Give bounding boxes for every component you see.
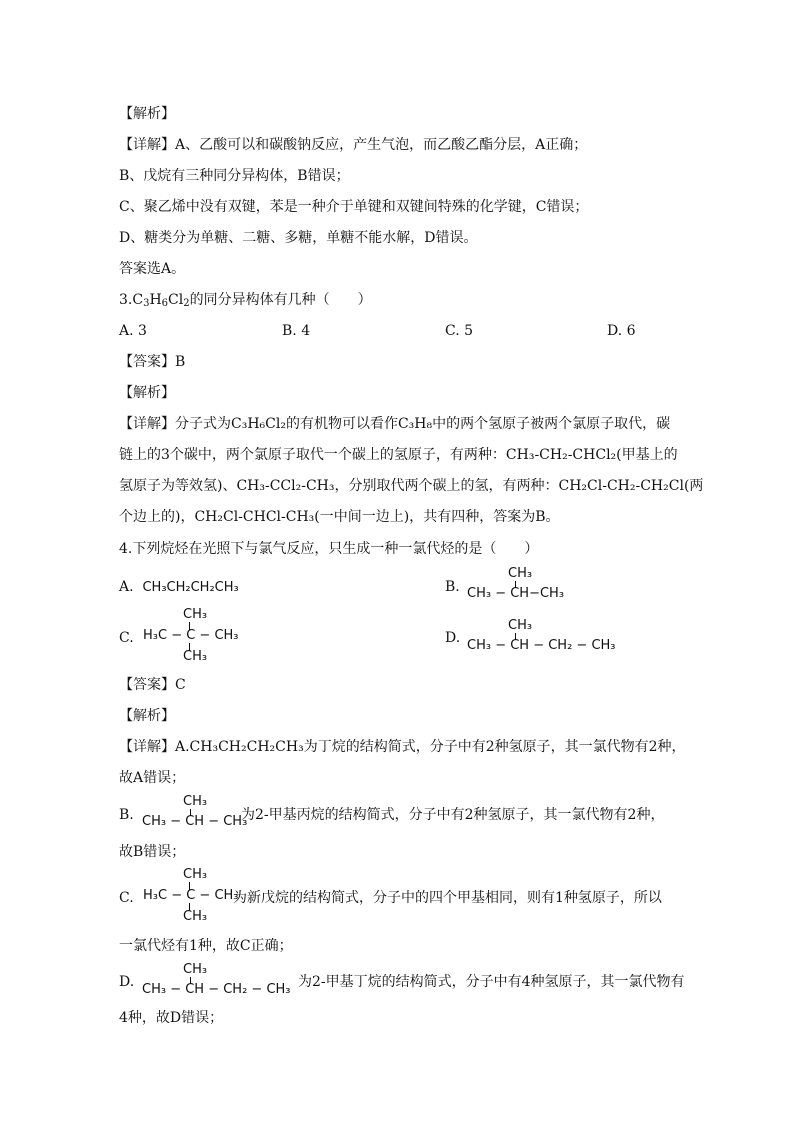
explanation-line: 一氯代烃有1种，故C正确； bbox=[119, 938, 293, 954]
isopentane-structure: CH₃ CH₃ − CH − CH₂ − CH₃ bbox=[467, 618, 616, 653]
answer-line: 【答案】B bbox=[119, 354, 186, 370]
section-heading: 【解析】 bbox=[119, 708, 175, 724]
isopentane-structure-inline: CH₃ CH₃ − CH − CH₂ − CH₃ bbox=[142, 962, 291, 997]
option-b-label[interactable]: B. bbox=[445, 579, 460, 595]
explanation-line: B、戊烷有三种同分异构体，B错误； bbox=[119, 168, 350, 184]
explanation-line: 故A错误； bbox=[119, 770, 186, 786]
option-d-label[interactable]: D. bbox=[445, 630, 461, 646]
isobutane-structure: CH₃ CH₃ − CH−CH₃ bbox=[467, 566, 565, 601]
option-d[interactable]: D. 6 bbox=[607, 323, 636, 339]
option-c-label[interactable]: C. bbox=[119, 630, 134, 646]
explanation-b-label: B. bbox=[119, 807, 134, 823]
explanation-c-label: C. bbox=[119, 890, 134, 906]
explanation-line: 链上的3个碳中，两个氯原子取代一个碳上的氢原子，有两种：CH₃-CH₂-CHCl₂(甲基上的 bbox=[119, 447, 678, 463]
question-4-stem: 4.下列烷烃在光照下与氯气反应，只生成一种一氯代烃的是（ ） bbox=[119, 541, 539, 557]
option-a[interactable]: A. 3 bbox=[119, 323, 147, 339]
explanation-line: 为新戊烷的结构简式，分子中的四个甲基相同，则有1种氢原子，所以 bbox=[233, 890, 662, 906]
isobutane-structure-inline: CH₃ CH₃ − CH − CH₃ bbox=[142, 794, 248, 829]
explanation-line: 为2-甲基丙烷的结构简式，分子中有2种氢原子，其一氯代物有2种， bbox=[241, 807, 665, 823]
option-c[interactable]: C. 5 bbox=[445, 323, 474, 339]
explanation-line: 个边上的)，CH₂Cl-CHCl-CH₃(一中间一边上)，共有四种，答案为B。 bbox=[119, 509, 560, 525]
section-heading: 【解析】 bbox=[119, 106, 175, 122]
neopentane-structure: CH₃ H₃C − C − CH₃ CH₃ bbox=[143, 607, 239, 664]
answer-line: 答案选A。 bbox=[119, 261, 186, 277]
neopentane-structure-inline: CH₃ H₃C − C − CH₃ CH₃ bbox=[143, 867, 239, 924]
explanation-line: 【详解】分子式为C₃H₆Cl₂的有机物可以看作C₃H₈中的两个氢原子被两个氯原子取代，碳 bbox=[119, 416, 671, 432]
butane-formula: CH₃CH₂CH₂CH₃ bbox=[142, 580, 239, 595]
question-3-stem: $3.C_3H_6Cl_2$的同分异构体有几种（ ） bbox=[119, 292, 372, 309]
option-a[interactable]: A. CH₃CH₂CH₂CH₃ bbox=[119, 579, 239, 595]
explanation-line: 【详解】A.CH₃CH₂CH₂CH₃为丁烷的结构简式，分子中有2种氢原子，其一氯代物有2种， bbox=[119, 739, 686, 755]
explanation-line: 【详解】A、乙酸可以和碳酸钠反应，产生气泡，而乙酸乙酯分层，A正确； bbox=[119, 137, 588, 153]
section-heading: 【解析】 bbox=[119, 385, 175, 401]
explanation-d-label: D. bbox=[119, 974, 135, 990]
explanation-line: 4种，故D错误； bbox=[119, 1010, 224, 1026]
explanation-line: C、聚乙烯中没有双键，苯是一种介于单键和双键间特殊的化学键，C错误； bbox=[119, 199, 589, 215]
option-b[interactable]: B. 4 bbox=[282, 323, 311, 339]
explanation-line: 故B错误； bbox=[119, 844, 186, 860]
explanation-line: 氢原子为等效氢)、CH₃-CCl₂-CH₃，分别取代两个碳上的氢，有两种：CH₂Cl-CH₂-CH₂Cl(两 bbox=[119, 478, 704, 494]
explanation-line: 为2-甲基丁烷的结构简式，分子中有4种氢原子，其一氯代物有 bbox=[298, 974, 685, 990]
explanation-line: D、糖类分为单糖、二糖、多糖，单糖不能水解，D错误。 bbox=[119, 230, 478, 246]
answer-line: 【答案】C bbox=[119, 677, 186, 693]
